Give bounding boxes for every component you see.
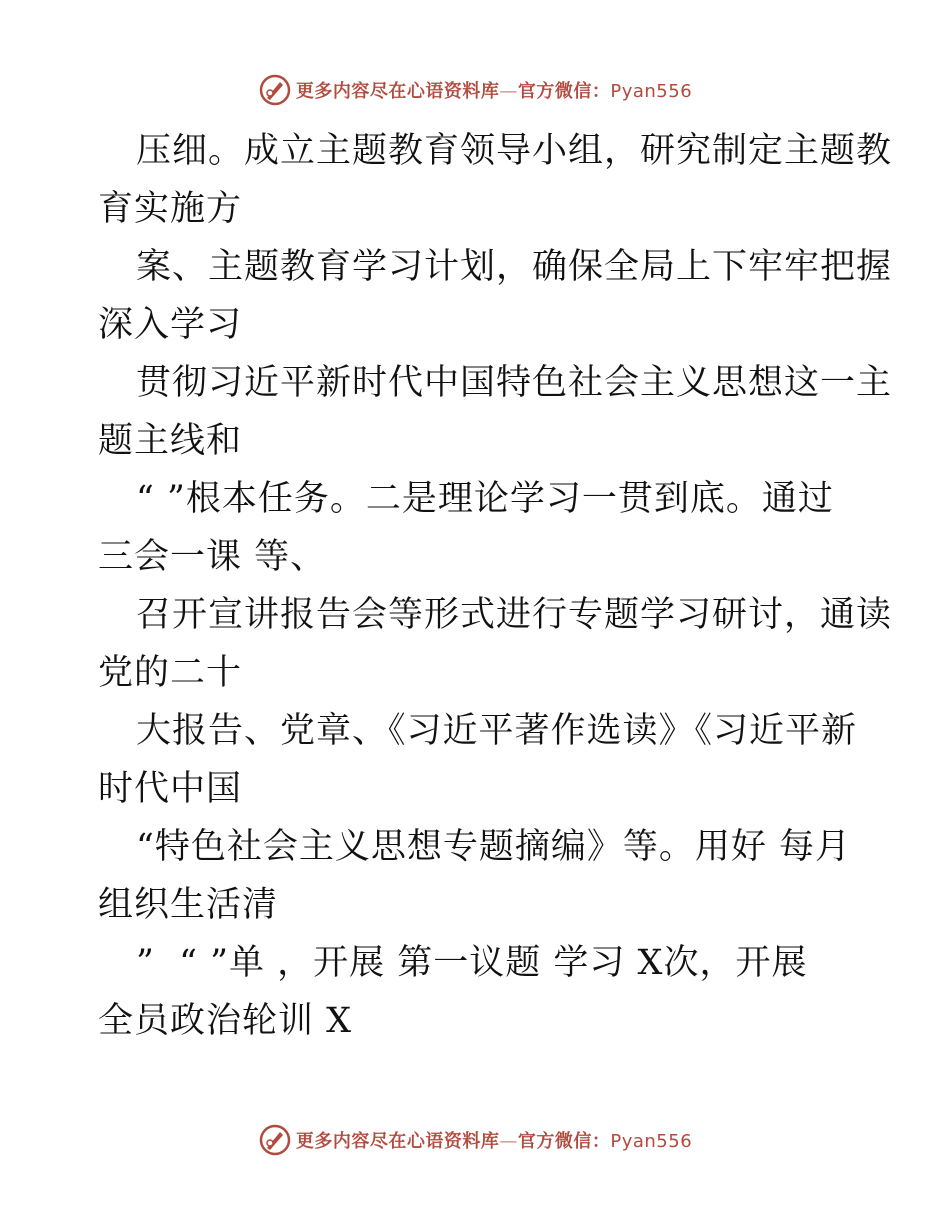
body-line: 育实施方 bbox=[98, 189, 243, 229]
quill-logo-icon bbox=[258, 1123, 292, 1157]
body-line: 大报告、党章、《习近平著作选读》《习近平新 bbox=[136, 711, 858, 751]
body-line: 案、主题教育学习计划，确保全局上下牢牢把握 bbox=[136, 247, 893, 287]
footer-banner-id: Pyan556 bbox=[610, 1131, 693, 1152]
header-banner-suffix: 官方微信： bbox=[517, 81, 611, 102]
body-line: 组织生活清 bbox=[98, 885, 279, 925]
body-line: 时代中国 bbox=[98, 769, 243, 809]
body-line: 党的二十 bbox=[98, 653, 243, 693]
header-banner-id: Pyan556 bbox=[610, 81, 693, 102]
body-line: “ ”根本任务。二是理论学习一贯到底。通过 bbox=[136, 479, 834, 519]
footer-banner-separator: — bbox=[499, 1131, 518, 1152]
body-line: 三会一课 等、 bbox=[98, 537, 327, 577]
header-banner-text bbox=[296, 77, 692, 103]
body-line: 召开宣讲报告会等形式进行专题学习研讨，通读 bbox=[136, 595, 893, 635]
body-line: 深入学习 bbox=[98, 305, 243, 345]
footer-banner-prefix: 更多内容尽在心语资料库 bbox=[295, 1131, 500, 1152]
header-banner-prefix: 更多内容尽在心语资料库 bbox=[295, 81, 500, 102]
footer-banner-text bbox=[296, 1127, 692, 1153]
quill-logo-icon bbox=[258, 73, 292, 107]
header-banner bbox=[0, 70, 950, 110]
body-line: ” “ ”单 ，开展 第一议题 学习 X次，开展 bbox=[136, 943, 808, 983]
body-line: 全员政治轮训 X bbox=[98, 1001, 353, 1041]
body-line: 压细。成立主题教育领导小组，研究制定主题教 bbox=[136, 131, 893, 171]
body-line: 贯彻习近平新时代中国特色社会主义思想这一主 bbox=[136, 363, 893, 403]
footer-banner-suffix: 官方微信： bbox=[517, 1131, 611, 1152]
document-body bbox=[98, 122, 893, 1050]
body-line: “特色社会主义思想专题摘编》等。用好 每月 bbox=[136, 827, 852, 867]
body-line: 题主线和 bbox=[98, 421, 243, 461]
footer-banner bbox=[0, 1120, 950, 1160]
header-banner-separator: — bbox=[499, 81, 518, 102]
